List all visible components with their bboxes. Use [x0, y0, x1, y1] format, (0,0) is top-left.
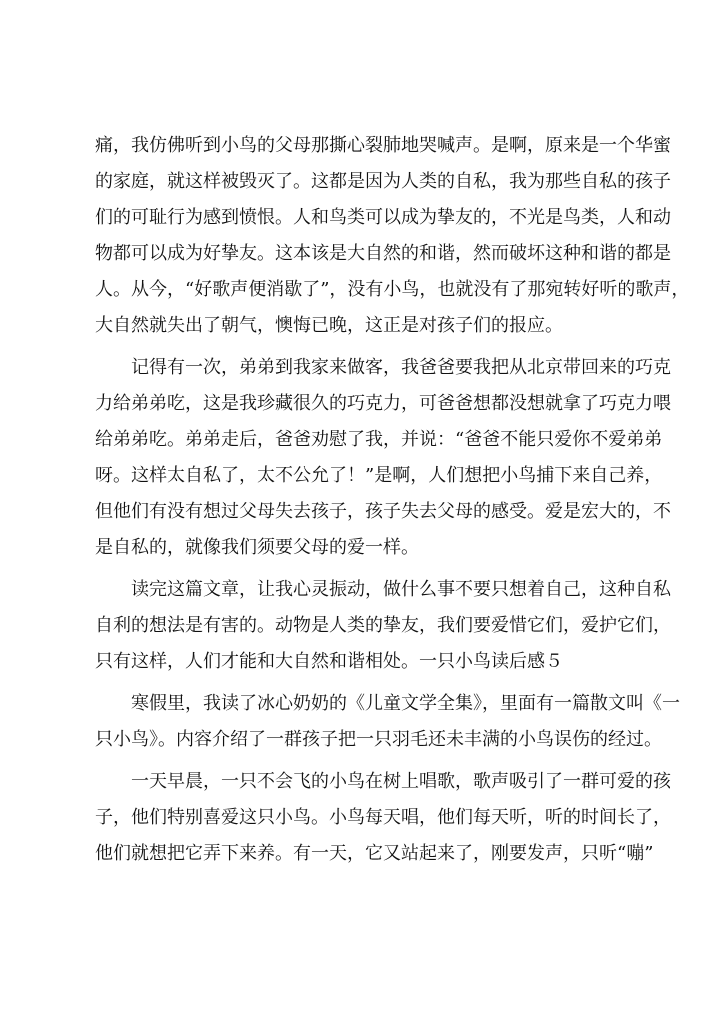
text-line: 只小鸟》。内容介绍了一群孩子把一只羽毛还未丰满的小鸟误伤的经过。	[95, 729, 662, 750]
text-line: 大自然就失出了朝气，懊悔已晚，这正是对孩子们的报应。	[95, 315, 563, 336]
text-line: 给弟弟吃。弟弟走后，爸爸劝慰了我，并说：“爸爸不能只爱你不爱弟弟	[95, 429, 663, 450]
text-line: 呀。这样太自私了，太不公允了！”是啊，人们想把小鸟捕下来自己养，	[95, 465, 663, 486]
document-body	[95, 128, 690, 872]
text-line: 是自私的，就像我们须要父母的爱一样。	[95, 537, 419, 558]
text-line: 自利的想法是有害的。动物是人类的挚友，我们要爱惜它们，爱护它们，	[95, 615, 671, 636]
text-line: 寒假里，我读了冰心奶奶的《儿童文学全集》，里面有一篇散文叫《一	[131, 693, 680, 714]
text-line: 只有这样，人们才能和大自然和谐相处。一只小鸟读后感５	[95, 651, 563, 672]
text-line: 但他们有没有想过父母失去孩子，孩子失去父母的感受。爱是宏大的，不	[95, 501, 671, 522]
text-line: 的家庭，就这样被毁灭了。这都是因为人类的自私，我为那些自私的孩子	[95, 171, 671, 192]
text-line: 物都可以成为好挚友。这本该是大自然的和谐，然而破坏这种和谐的都是	[95, 243, 671, 264]
text-line: 子，他们特别喜爱这只小鸟。小鸟每天唱，他们每天听，听的时间长了，	[95, 807, 671, 828]
text-line: 一天早晨，一只不会飞的小鸟在树上唱歌，歌声吸引了一群可爱的孩	[131, 771, 671, 792]
text-line: 人。从今，“好歌声便消歇了”，没有小鸟，也就没有了那宛转好听的歌声，	[95, 279, 690, 300]
text-line: 他们就想把它弄下来养。有一天，它又站起来了，刚要发声，只听“嘣”	[95, 843, 654, 864]
text-line: 们的可耻行为感到愤恨。人和鸟类可以成为挚友的，不光是鸟类，人和动	[95, 207, 671, 228]
text-line: 力给弟弟吃，这是我珍藏很久的巧克力，可爸爸想都没想就拿了巧克力喂	[95, 393, 671, 414]
text-line: 读完这篇文章，让我心灵振动，做什么事不要只想着自己，这种自私	[131, 579, 671, 600]
text-line: 记得有一次，弟弟到我家来做客，我爸爸要我把从北京带回来的巧克	[131, 357, 671, 378]
text-line: 痛，我仿佛听到小鸟的父母那撕心裂肺地哭喊声。是啊，原来是一个华蜜	[95, 135, 671, 156]
